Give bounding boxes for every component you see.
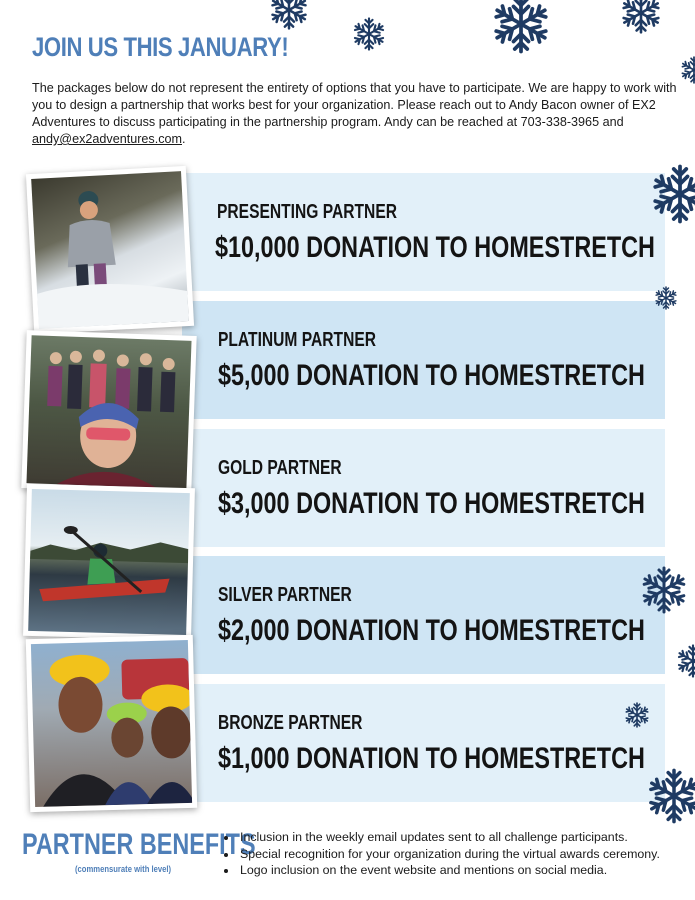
snowflake-icon xyxy=(650,160,695,228)
snowflake-icon xyxy=(680,56,695,84)
email-link[interactable]: andy@ex2adventures.com xyxy=(32,132,182,146)
tier-name: GOLD PARTNER xyxy=(218,457,342,479)
snowflake-icon xyxy=(618,0,664,34)
snowflake-icon xyxy=(654,286,678,310)
photo-group-runners xyxy=(21,330,196,494)
tier-amount: $3,000 DONATION TO HOMESTRETCH xyxy=(218,487,645,520)
tier-platinum xyxy=(182,301,665,419)
benefits-subtitle: (commensurate with level) xyxy=(75,864,172,874)
page-title: JOIN US THIS JANUARY! xyxy=(32,32,289,62)
list-item: • Special recognition for your organization during the virtual awards ceremony. xyxy=(238,846,660,863)
tier-name: PRESENTING PARTNER xyxy=(217,201,397,223)
intro-suffix: . xyxy=(182,132,186,146)
tier-amount: $1,000 DONATION TO HOMESTRETCH xyxy=(218,742,645,775)
benefits-list xyxy=(222,829,660,879)
photo-kayaker xyxy=(23,484,195,640)
snowflake-icon xyxy=(352,17,386,51)
tier-gold xyxy=(182,429,665,547)
tier-amount: $10,000 DONATION TO HOMESTRETCH xyxy=(215,231,655,264)
photo-hiker-snow xyxy=(26,166,194,334)
photo-family-bikers xyxy=(26,635,197,812)
tier-silver xyxy=(182,556,665,674)
tier-bronze xyxy=(182,684,665,802)
snowflake-icon xyxy=(624,702,650,728)
tier-name: PLATINUM PARTNER xyxy=(218,329,377,351)
tier-name: SILVER PARTNER xyxy=(218,584,352,606)
tier-amount: $2,000 DONATION TO HOMESTRETCH xyxy=(218,614,645,647)
intro-paragraph xyxy=(32,80,677,148)
list-item: • Inclusion in the weekly email updates sent to all challenge participants. xyxy=(238,829,660,846)
tier-name: BRONZE PARTNER xyxy=(218,712,363,734)
tier-presenting xyxy=(182,173,665,291)
snowflake-icon xyxy=(646,758,695,834)
tier-amount: $5,000 DONATION TO HOMESTRETCH xyxy=(218,359,645,392)
list-item: • Logo inclusion on the event website and mentions on social media. xyxy=(238,862,660,879)
snowflake-icon xyxy=(640,566,688,614)
intro-text: The packages below do not represent the entirety of options that you have to participate. We are happy to work with you to design a partnership that works best for your organization. Please reach out to Andy Bacon owner of EX2 Adventures to discuss participating in the partnership program. Andy can be reached at 703-338-3965 and xyxy=(32,81,677,129)
snowflake-icon xyxy=(488,0,554,54)
snowflake-icon xyxy=(676,644,695,678)
benefits-title: PARTNER BENEFITS xyxy=(22,828,256,861)
snowflake-icon xyxy=(266,0,312,30)
